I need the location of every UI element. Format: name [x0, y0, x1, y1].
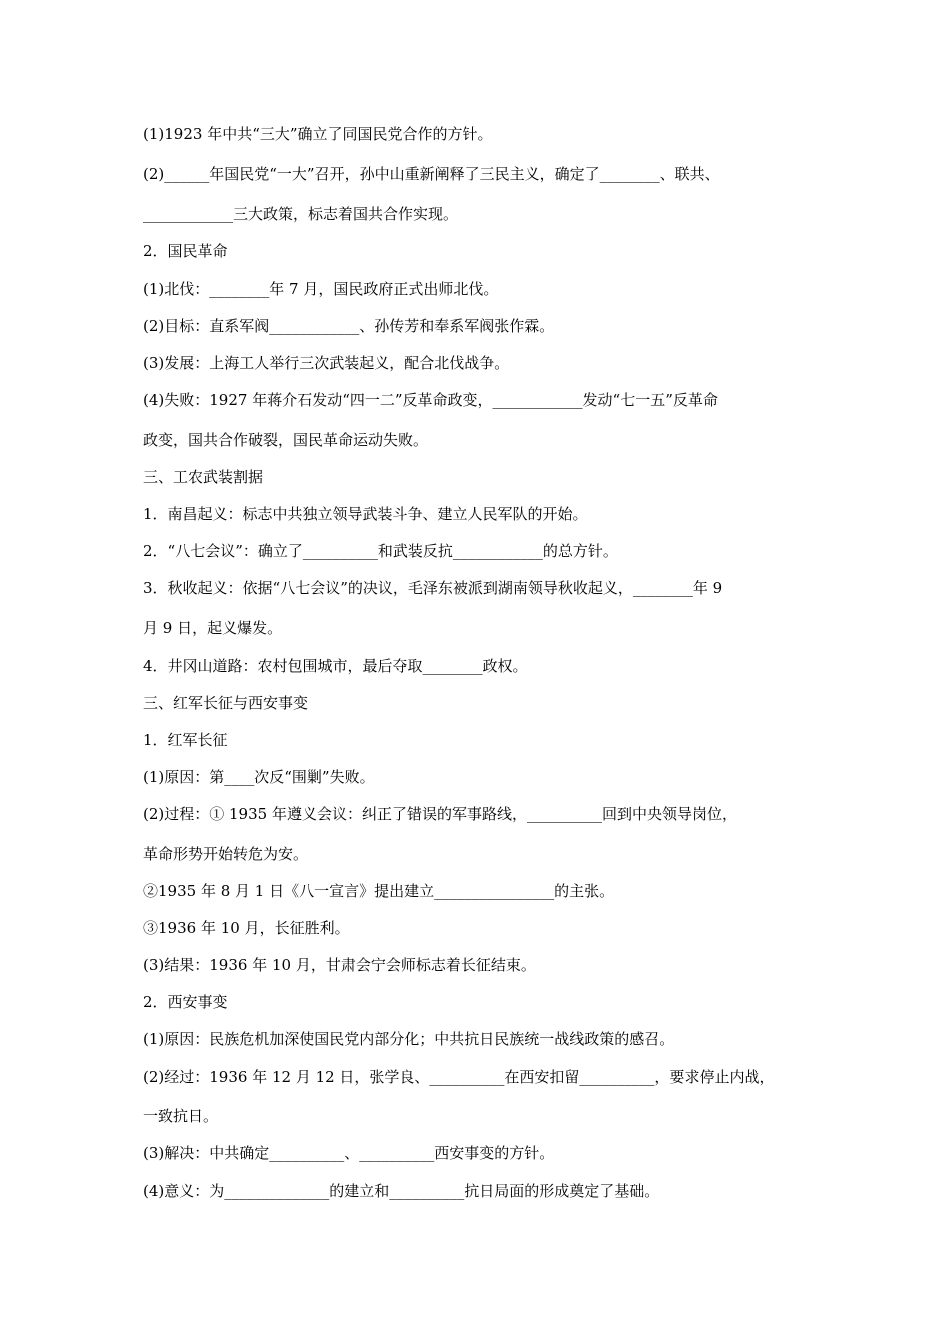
text-line: 一致抗日。 [143, 1107, 219, 1125]
text-line: (1)原因：第____次反“围剿”失败。 [143, 768, 375, 786]
text-line: 政变，国共合作破裂，国民革命运动失败。 [143, 431, 429, 449]
section-heading: 三、工农武装割据 [143, 468, 264, 486]
text-line: (3)发展：上海工人举行三次武装起义，配合北伐战争。 [143, 354, 510, 372]
text-line: (2)目标：直系军阀____________、孙传芳和奉系军阀张作霖。 [143, 317, 555, 335]
text-line: 革命形势开始转危为安。 [143, 845, 309, 863]
text-line: 3．秋收起义：依据“八七会议”的决议，毛泽东被派到湖南领导秋收起义，________年 9 [143, 579, 723, 597]
text-line: 1．南昌起义：标志中共独立领导武装斗争、建立人民军队的开始。 [143, 505, 588, 523]
text-line: (3)解决：中共确定__________、__________西安事变的方针。 [143, 1144, 555, 1162]
text-line: (1)1923 年中共“三大”确立了同国民党合作的方针。 [143, 125, 493, 143]
section-heading: 三、红军长征与西安事变 [143, 694, 309, 712]
text-line: 2．“八七会议”：确立了__________和武装反抗____________的总方针。 [143, 542, 618, 560]
section-heading: 2．国民革命 [143, 242, 228, 260]
text-line: 月 9 日，起义爆发。 [143, 619, 283, 637]
text-line: (2)______年国民党“一大”召开，孙中山重新阐释了三民主义，确定了________、联共、 [143, 165, 720, 183]
text-line: ____________三大政策，标志着国共合作实现。 [143, 205, 459, 223]
text-line: (4)失败：1927 年蒋介石发动“四一二”反革命政变，____________发动“七一五”反革命 [143, 391, 718, 409]
text-line: (4)意义：为______________的建立和__________抗日局面的形成奠定了基础。 [143, 1182, 660, 1200]
text-line: ②1935 年 8 月 1 日《八一宣言》提出建立________________的主张。 [143, 882, 615, 900]
text-line: (3)结果：1936 年 10 月，甘肃会宁会师标志着长征结束。 [143, 956, 536, 974]
text-line: 4．井冈山道路：农村包围城市，最后夺取________政权。 [143, 657, 528, 675]
text-line: (2)经过：1936 年 12 月 12 日，张学良、__________在西安扣留__________，要求停止内战， [143, 1068, 775, 1086]
section-heading: 1．红军长征 [143, 731, 228, 749]
text-line: (2)过程：① 1935 年遵义会议：纠正了错误的军事路线，__________回到中央领导岗位， [143, 805, 737, 823]
text-line: (1)北伐：________年 7 月，国民政府正式出师北伐。 [143, 280, 499, 298]
text-line: (1)原因：民族危机加深使国民党内部分化；中共抗日民族统一战线政策的感召。 [143, 1030, 675, 1048]
section-heading: 2．西安事变 [143, 993, 228, 1011]
text-line: ③1936 年 10 月，长征胜利。 [143, 919, 350, 937]
